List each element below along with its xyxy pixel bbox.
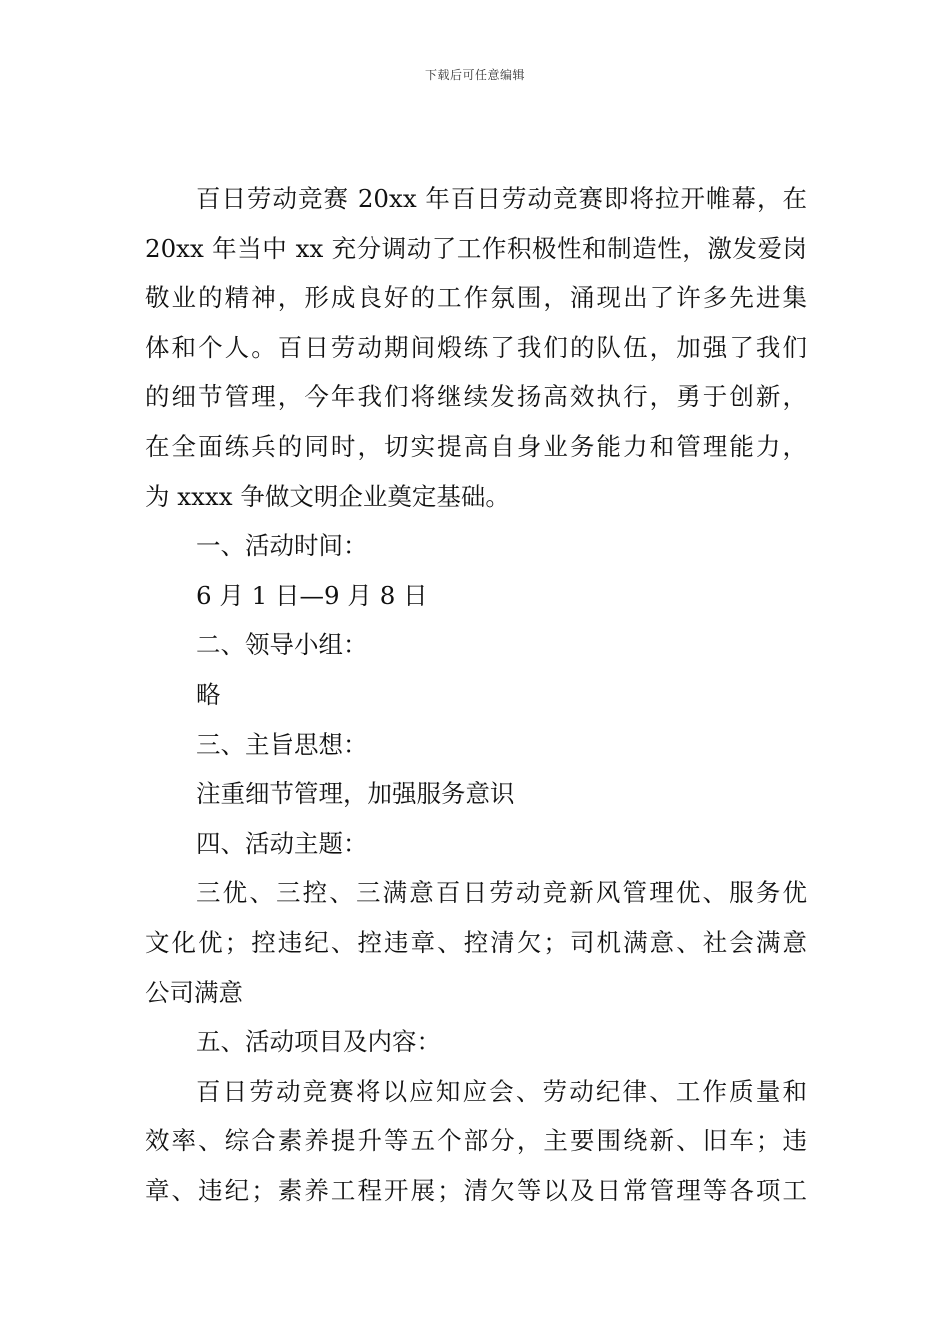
section-text: 略	[196, 679, 221, 709]
section-text: 6 月 1 日—9 月 8 日	[196, 580, 428, 610]
document-body	[145, 177, 807, 1218]
paragraph-line: 的细节管理，今年我们将继续发扬高效执行，勇于创新，	[145, 382, 807, 412]
paragraph-line: 体和个人。百日劳动期间煅练了我们的队伍，加强了我们	[145, 332, 807, 362]
paragraph-line: 文化优；控违纪、控违章、控清欠；司机满意、社会满意	[145, 927, 807, 957]
paragraph-line: 公司满意	[145, 977, 243, 1007]
section-text: 注重细节管理，加强服务意识	[196, 779, 515, 809]
section-heading: 二、领导小组：	[196, 630, 368, 660]
paragraph-line: 章、违纪；素养工程开展；清欠等以及日常管理等各项工	[145, 1175, 807, 1205]
paragraph-line: 百日劳动竞赛将以应知应会、劳动纪律、工作质量和	[196, 1076, 807, 1106]
paragraph-line: 敬业的精神，形成良好的工作氛围，涌现出了许多先进集	[145, 283, 807, 313]
section-heading: 三、主旨思想：	[196, 729, 368, 759]
section-heading: 五、活动项目及内容：	[196, 1027, 441, 1057]
section-heading: 四、活动主题：	[196, 828, 368, 858]
header-note: 下载后可任意编辑	[424, 68, 525, 82]
section-heading: 一、活动时间：	[196, 531, 368, 561]
paragraph-line: 三优、三控、三满意百日劳动竞新风管理优、服务优	[196, 878, 807, 908]
paragraph-line: 效率、综合素养提升等五个部分，主要围绕新、旧车；违	[145, 1126, 807, 1156]
paragraph-line: 百日劳动竞赛 20xx 年百日劳动竞赛即将拉开帷幕，在	[196, 184, 807, 213]
paragraph-line: 20xx 年当中 xx 充分调动了工作积极性和制造性，激发爱岗	[145, 233, 807, 263]
paragraph-line: 在全面练兵的同时，切实提高自身业务能力和管理能力，	[145, 431, 807, 461]
paragraph-line: 为 xxxx 争做文明企业奠定基础。	[145, 481, 510, 511]
